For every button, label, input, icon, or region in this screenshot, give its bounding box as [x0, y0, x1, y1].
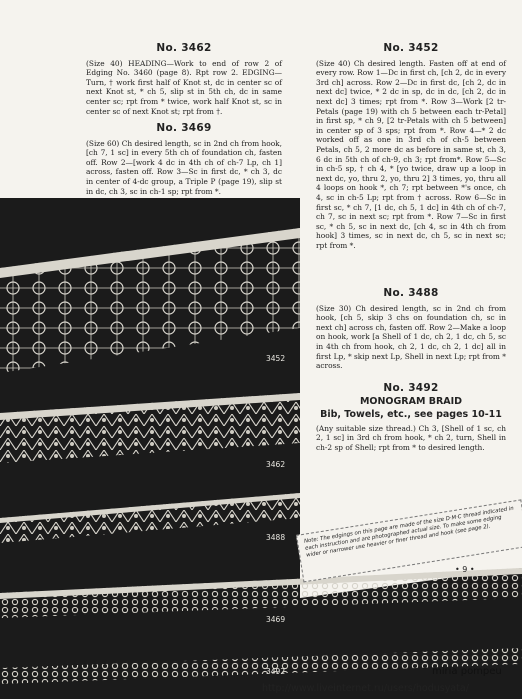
pattern-3488-title: No. 3488 — [383, 287, 439, 299]
pattern-3462 — [86, 44, 282, 116]
credit-name: miria pompeu — [432, 666, 502, 677]
label-3469: 3469 — [266, 615, 286, 624]
pattern-3469-text: (Size 60) Ch desired length, sc in 2nd ch from hook, [ch 7, 1 sc] in every 5th ch of foundation ch, fasten off. Row 2—[work 4 dc in 4th ch of ch-7 Lp, ch 1] across, fasten off. Row 3—Sc in first dc, * ch 3, dc in center of 4-dc group, a Triple P (page 19), slip st in dc, ch 3, sc in ch-1 sp; rpt from *. — [86, 138, 282, 196]
page-number: • 9 • — [455, 565, 475, 574]
label-3488: 3488 — [266, 533, 286, 542]
thread-note: Note: The edgings on this page are made of the size D·M·C thread indicated in each instruction and are photographed actual size. To make some edging wider or narrower use heavier or finer thread and hook (see page 2). — [296, 499, 522, 582]
pattern-3469 — [86, 124, 282, 196]
label-3452: 3452 — [266, 354, 286, 363]
pattern-3492-subtitle: MONOGRAM BRAID — [359, 395, 463, 407]
pattern-3462-title: No. 3462 — [156, 42, 212, 54]
label-3492: 3492 — [266, 667, 286, 676]
pattern-3452-title: No. 3452 — [383, 42, 439, 54]
credit-url[interactable]: http://www.liveinternet.ru/users/hodusyata/ — [262, 683, 469, 694]
label-3462: 3462 — [266, 460, 286, 469]
pattern-3492 — [316, 384, 506, 452]
pattern-3492-text: (Any suitable size thread.) Ch 3, [Shell of 1 sc, ch 2, 1 sc] in 3rd ch from hook, * ch 2, turn, Shell in ch-2 sp of Shell; rpt from * to desired length. — [316, 423, 506, 452]
pattern-3452-text: (Size 40) Ch desired length. Fasten off at end of every row. Row 1—Dc in first ch, [ch 2, dc in every 3rd ch] across. Row 2—Dc in first dc, [ch 2, dc in next dc] twice, * 2 dc in sp, dc in dc, [ch 2, dc in next dc] 3 times; rpt from *. Row 3—Work [2 tr-Petals (page 19) with ch 5 between each tr-Petal] in first sp, * ch 9, [2 tr-Petals with ch 5 between] in center sp of 3 sps; rpt from *. Row 4—* 2 dc worked off as one in 3rd ch of ch-5 between Petals, ch 5, 2 more dc as before in same st, ch 3, 6 dc in 5th ch of ch-9, ch 3; rpt from*. Row 5—Sc in ch-5 sp, † ch 4, * [yo twice, draw up a loop in next dc, yo, thru 2, yo, thru 2] 3 times, yo, thru all 4 loops on hook *, ch 7; rpt between *'s once, ch 4, sc in ch-5 Lp; rpt from † across. Row 6—Sc in first sc, * ch 7, [1 dc, ch 5, 1 dc] in 4th ch of ch-7, ch 7, sc in next sc; rpt from *. Row 7—Sc in first sc, * ch 5, sc in next dc, [ch 4, sc in 4th ch from hook] 3 times, sc in next dc, ch 5, sc in next sc; rpt from *. — [316, 58, 506, 250]
pattern-3488 — [316, 289, 506, 371]
pattern-3469-title: No. 3469 — [156, 122, 212, 134]
pattern-3492-subtitle-2: Bib, Towels, etc., see pages 10-11 — [320, 408, 502, 420]
pattern-3462-text: (Size 40) HEADING—Work to end of row 2 of Edging No. 3460 (page 8). Rpt row 2. EDGING—Turn, † work first half of Knot st, dc in center sc of next Knot st, * ch 5, slip st in 5th ch, dc in same center sc; rpt from * twice, work half Knot st, sc in center sc of next Knot st; rpt from †. — [86, 58, 282, 116]
pattern-3492-title: No. 3492 — [383, 382, 439, 394]
pattern-3488-text: (Size 30) Ch desired length, sc in 2nd ch from hook, [ch 5, skip 3 chs on foundation ch, sc in next ch] across ch, fasten off. Row 2—Make a loop on hook, work [a Shell of 1 dc, ch 2, 1 dc, ch 5, sc in 4th ch from hook, ch 2, 1 dc, ch 2, 1 dc] all in first Lp, * skip next Lp, Shell in next Lp; rpt from * across. — [316, 303, 506, 371]
